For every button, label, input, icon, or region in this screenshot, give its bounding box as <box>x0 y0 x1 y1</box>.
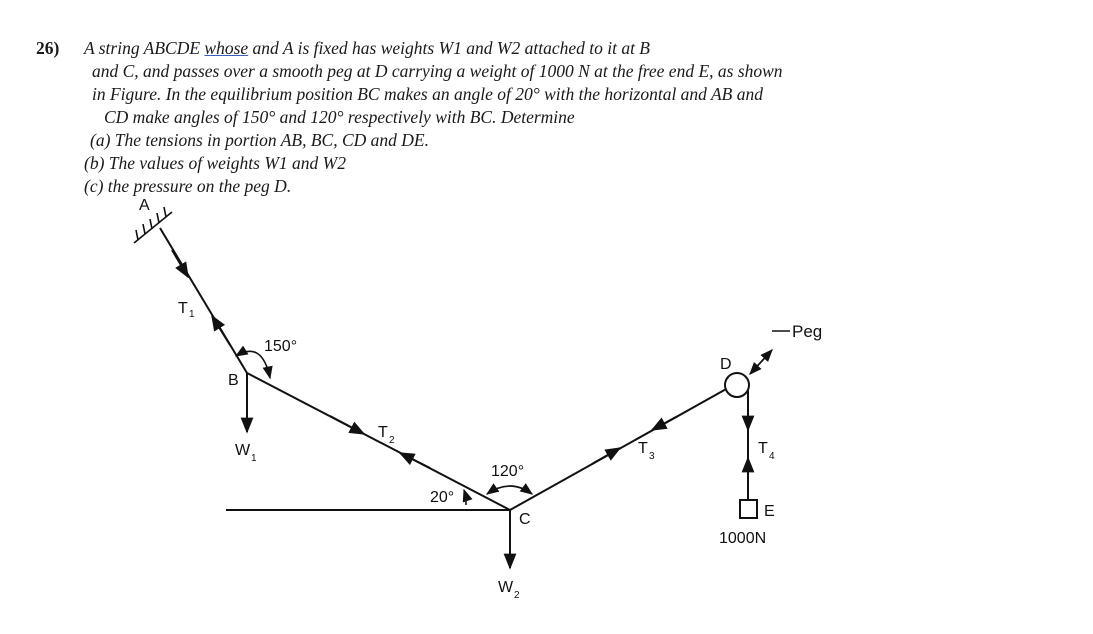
peg-leader-arrow <box>750 350 772 374</box>
line1-underlined-word: whose <box>204 38 249 58</box>
label-T2: T <box>378 424 388 441</box>
arrow-T1-down <box>172 250 188 277</box>
load-box-E <box>740 500 757 518</box>
problem-line-2: and C, and passes over a smooth peg at D carrying a weight of 1000 N at the free end E, as shown <box>92 61 783 81</box>
label-T1-sub: 1 <box>189 309 195 320</box>
problem-line-3: in Figure. In the equilibrium position BC makes an angle of 20° with the horizontal and AB and <box>92 84 763 104</box>
label-peg: Peg <box>792 322 823 341</box>
label-W1-sub: 1 <box>251 453 257 464</box>
part-b: (b) The values of weights W1 and W2 <box>84 153 346 173</box>
arrow-T3-down <box>652 416 678 430</box>
label-T1: T <box>178 300 188 317</box>
label-T3-sub: 3 <box>649 451 655 462</box>
label-T3: T <box>638 440 648 457</box>
label-T4: T <box>758 440 768 457</box>
part-a: (a) The tensions in portion AB, BC, CD and DE. <box>90 130 429 150</box>
arrow-T1-up <box>212 316 230 345</box>
label-B: B <box>228 372 239 389</box>
arrow-T2-left <box>400 453 430 468</box>
label-E: E <box>764 503 775 520</box>
arc-angle-120 <box>487 486 532 494</box>
part-c: (c) the pressure on the peg D. <box>84 176 292 196</box>
line1-text-b: and A is fixed has weights W1 and W2 attached to it at B <box>248 38 650 58</box>
label-angle-20: 20° <box>430 489 455 506</box>
peg-pulley-D <box>725 373 749 397</box>
segment-AB <box>160 228 247 373</box>
label-T2-sub: 2 <box>389 435 395 446</box>
label-C: C <box>519 511 531 528</box>
segment-BC <box>247 373 510 510</box>
label-A: A <box>139 197 150 214</box>
label-angle-120: 120° <box>491 463 525 480</box>
label-W2-sub: 2 <box>514 590 520 601</box>
question-number: 26) <box>36 38 60 58</box>
label-load-1000N: 1000N <box>719 530 767 547</box>
arrow-T3-up <box>592 448 620 464</box>
problem-line-4: CD make angles of 150° and 120° respectively with BC. Determine <box>104 107 575 127</box>
label-W2: W <box>498 579 514 596</box>
line1-text-a: A string ABCDE <box>84 38 205 58</box>
label-W1: W <box>235 442 251 459</box>
arc-angle-20 <box>464 490 466 505</box>
label-D: D <box>720 356 732 373</box>
label-angle-150: 150° <box>264 338 298 355</box>
arrow-T2-right <box>330 416 364 434</box>
label-T4-sub: 4 <box>769 451 775 462</box>
